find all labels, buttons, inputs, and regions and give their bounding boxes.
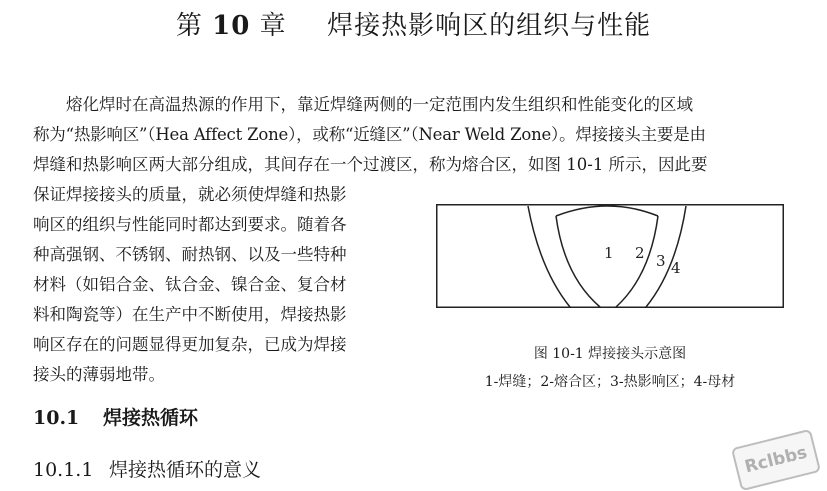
section-title: 焊接热循环 xyxy=(103,407,199,429)
chapter-suffix: 章 xyxy=(259,11,287,41)
body-line: 料和陶瓷等）在生产中不断使用，焊接热影 xyxy=(33,305,347,324)
subsection-title: 焊接热循环的意义 xyxy=(109,459,262,481)
chapter-title-text: 焊接热影响区的组织与性能 xyxy=(327,11,652,41)
label-haz: 3 xyxy=(656,252,666,270)
watermark-stamp: Rclbbs xyxy=(731,429,821,491)
weld-joint-diagram xyxy=(436,204,784,308)
body-line: 接头的薄弱地带。 xyxy=(33,365,165,384)
label-base-metal: 4 xyxy=(671,259,681,277)
haz-line-right xyxy=(646,206,686,307)
label-fusion-zone: 2 xyxy=(635,244,645,262)
chapter-title xyxy=(0,8,827,44)
body-line: 保证焊接接头的质量，就必须使焊缝和热影 xyxy=(33,185,347,204)
figure-caption: 图 10-1 焊接接头示意图 xyxy=(533,346,687,362)
body-line: 焊缝和热影响区两大部分组成，其间存在一个过渡区，称为熔合区，如图 10-1 所示，因此要 xyxy=(33,155,708,174)
body-line: 材料（如铝合金、钛合金、镍合金、复合材 xyxy=(33,275,347,294)
chapter-prefix: 第 xyxy=(175,11,203,41)
weld-cap-line xyxy=(556,206,658,216)
chapter-number: 10 xyxy=(212,11,251,41)
haz-line-left xyxy=(528,206,570,307)
fusion-line-left xyxy=(556,216,600,307)
body-line: 称为“热影响区”（Hea Affect Zone），或称“近缝区”（Near Weld Zone）。焊接接头主要是由 xyxy=(33,125,706,144)
subsection-number: 10.1.1 xyxy=(33,459,94,481)
body-line: 响区的组织与性能同时都达到要求。随着各 xyxy=(33,215,347,234)
body-line: 响区存在的问题显得更加复杂，已成为焊接 xyxy=(33,335,347,354)
subsection-heading xyxy=(33,456,261,484)
section-heading xyxy=(33,404,198,432)
body-line: 熔化焊时在高温热源的作用下，靠近焊缝两侧的一定范围内发生组织和性能变化的区域 xyxy=(66,95,693,114)
label-weld: 1 xyxy=(604,244,614,262)
body-line: 种高强钢、不锈钢、耐热钢、以及一些特种 xyxy=(33,245,347,264)
figure-legend: 1-焊缝；2-熔合区；3-热影响区；4-母材 xyxy=(484,374,736,390)
section-number: 10.1 xyxy=(33,407,80,429)
